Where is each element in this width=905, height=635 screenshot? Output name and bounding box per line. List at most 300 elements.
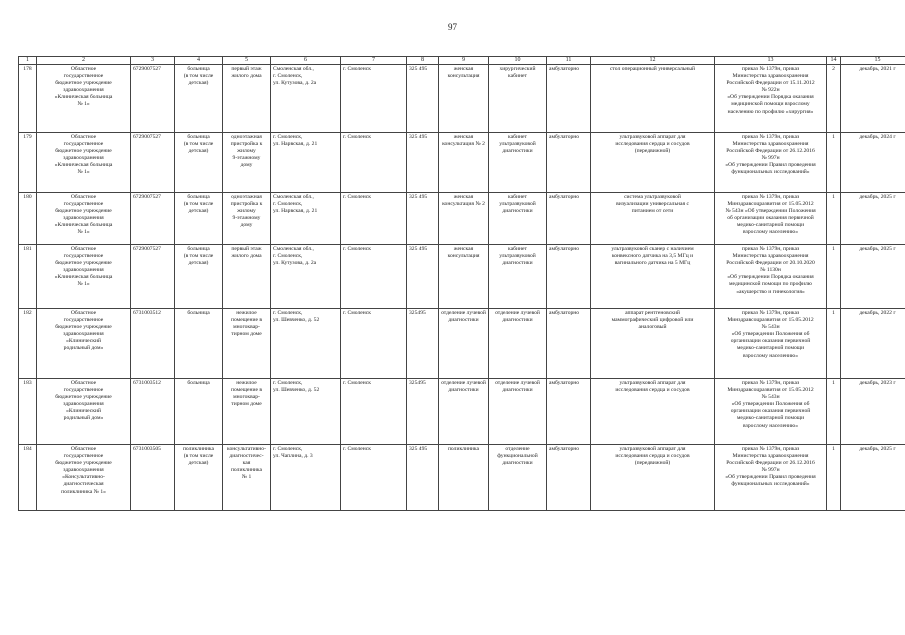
care-conditions-cell: амбулаторно — [547, 309, 591, 379]
room-line: диагностики — [502, 260, 533, 267]
regulation-line: Российской Федерации от 20.10.2020 — [726, 260, 815, 267]
column-number: 13 — [715, 57, 827, 65]
department-line: диагностики — [448, 317, 479, 324]
address-line: ул. Шевченко, д. 52 — [273, 317, 320, 324]
regulation-line: Минздравсоцразвития от 15.05.2012 — [727, 317, 814, 324]
organization-name-line: Областное — [70, 310, 97, 316]
city-cell: г. Смоленск — [341, 193, 407, 245]
regulation-line: Российской Федерации от 26.12.2016 — [726, 460, 815, 467]
building-type-line: кая — [242, 460, 251, 467]
regulation-line: «Об утверждении Порядка оказания — [727, 274, 814, 281]
regulation-line: взрослому населению» — [742, 422, 799, 429]
regulation-line: «Об утверждении Положения об — [731, 331, 810, 338]
department-line: консультация № 2 — [442, 201, 485, 208]
building-type-line: многоквар- — [233, 324, 260, 331]
facility-type-line: больница — [187, 66, 210, 72]
table-row — [19, 379, 905, 445]
building-type-cell — [223, 379, 271, 445]
table-row — [19, 245, 905, 309]
organization-name-line: «Клиническая больница — [54, 274, 113, 281]
facility-type-line: (в том числе — [183, 73, 214, 80]
building-type-line: жилому — [237, 148, 256, 155]
department-cell — [439, 245, 489, 309]
regulation-cell — [715, 133, 827, 193]
regulation-line: Российской Федерации от 15.11.2012 — [726, 80, 815, 87]
equipment-line: ультразвуковой сканер с наличием — [611, 246, 694, 252]
organization-name-line: государственное — [63, 73, 104, 80]
organization-name-line: государственное — [63, 387, 104, 394]
organization-name-line: Областное — [70, 194, 97, 200]
equipment-cell — [591, 245, 715, 309]
room-line: функциональной — [497, 453, 538, 460]
care-conditions-cell: амбулаторно — [547, 65, 591, 133]
organization-name-cell — [37, 65, 131, 133]
building-type-line: помещение в — [230, 317, 262, 324]
facility-type-cell — [175, 133, 223, 193]
facility-type-cell — [175, 309, 223, 379]
equipment-cell — [591, 379, 715, 445]
department-cell — [439, 445, 489, 511]
regulation-cell — [715, 193, 827, 245]
room-cell — [489, 65, 547, 133]
organization-name-line: № 1» — [77, 101, 90, 108]
regulation-line: № 543н — [761, 324, 780, 331]
regulation-line: Российской Федерации от 26.12.2016 — [726, 148, 815, 155]
equipment-line: аппарат рентгеновский — [625, 310, 680, 316]
room-cell — [489, 245, 547, 309]
facility-type-line: (в том числе — [183, 141, 214, 148]
address-line: ул. Шевченко, д. 52 — [273, 387, 320, 394]
organization-name-line: «Консультативно- — [62, 474, 105, 481]
column-number: 11 — [547, 57, 591, 65]
organization-name-line: Областное — [70, 66, 97, 72]
organization-name-line: бюджетное учреждение — [55, 460, 112, 467]
inn-code-cell: 6731003512 — [131, 379, 175, 445]
column-number: 5 — [223, 57, 271, 65]
organization-name-line: здравоохранения — [63, 331, 104, 338]
care-conditions-cell: амбулаторно — [547, 193, 591, 245]
building-type-cell — [223, 245, 271, 309]
facility-type-cell — [175, 65, 223, 133]
building-type-line: консультативно- — [227, 446, 266, 452]
address-line: ул. Кутузова, д. 2а — [273, 260, 317, 267]
city-cell: г. Смоленск — [341, 65, 407, 133]
organization-name-cell — [37, 309, 131, 379]
address-line: г. Смоленск, — [273, 253, 303, 260]
address-line: ул. Кутузова, д. 2а — [273, 80, 317, 87]
organization-name-line: родильный дом» — [63, 415, 104, 422]
postal-code-cell: 325 495 — [407, 193, 439, 245]
regulation-line: № 997н — [761, 467, 780, 474]
building-type-line: дому — [240, 162, 253, 169]
organization-name-line: № 1» — [77, 169, 90, 176]
room-line: кабинет — [508, 194, 527, 200]
postal-code-cell: 325 495 — [407, 133, 439, 193]
building-type-line: первый этаж — [231, 66, 262, 72]
address-cell — [271, 445, 341, 511]
postal-code-cell: 325 495 — [407, 65, 439, 133]
regulation-line: Минздравсоцразвития от 15.05.2012 — [727, 201, 814, 208]
address-cell — [271, 245, 341, 309]
column-number: 12 — [591, 57, 715, 65]
regulation-line: № 1130н — [760, 267, 781, 274]
organization-name-line: здравоохранения — [63, 215, 104, 222]
room-line: отделение лучевой — [495, 310, 540, 316]
regulation-line: «Об утверждении Правил проведения — [725, 474, 816, 481]
facility-type-line: детская) — [188, 148, 209, 155]
building-type-line: первый этаж — [231, 246, 262, 252]
equipment-line: ультразвуковой аппарат для — [619, 446, 686, 452]
table-row — [19, 193, 905, 245]
room-line: диагностики — [502, 317, 533, 324]
facility-type-line: поликлиника — [182, 446, 215, 452]
facility-type-line: (в том числе — [183, 453, 214, 460]
organization-name-line: государственное — [63, 317, 104, 324]
regulation-line: № 543н «Об утверждении Положения — [725, 208, 816, 215]
table-row — [19, 445, 905, 511]
facility-type-cell — [175, 379, 223, 445]
building-type-cell — [223, 445, 271, 511]
regulation-cell — [715, 245, 827, 309]
address-cell — [271, 379, 341, 445]
building-type-cell — [223, 309, 271, 379]
equipment-line: визуализации универсальная с — [616, 201, 689, 208]
organization-name-cell — [37, 193, 131, 245]
regulation-line: «Об утверждении Правил проведения — [725, 162, 816, 169]
building-type-line: 9-этажному — [232, 215, 261, 222]
equipment-line: маммографический цифровой или — [611, 317, 694, 324]
room-line: кабинет — [508, 246, 527, 252]
organization-name-line: «Клиническая больница — [54, 94, 113, 101]
equipment-line: вагинального датчика на 5 МГц — [614, 260, 691, 267]
column-number: 14 — [827, 57, 841, 65]
room-line: кабинет — [508, 134, 527, 140]
regulation-line: медицинской помощи взрослому — [731, 101, 810, 108]
organization-name-cell — [37, 445, 131, 511]
address-line: ул. Нарвская, д. 21 — [273, 141, 318, 148]
care-conditions-cell: амбулаторно — [547, 445, 591, 511]
address-line: г. Смоленск, — [273, 134, 303, 140]
department-cell — [439, 309, 489, 379]
organization-name-line: государственное — [63, 253, 104, 260]
room-cell — [489, 133, 547, 193]
building-type-cell — [223, 193, 271, 245]
organization-name-line: Областное — [70, 134, 97, 140]
regulation-line: Минздравсоцразвития от 15.05.2012 — [727, 387, 814, 394]
equipment-line: система ультразвуковой — [624, 194, 681, 200]
regulation-line: Министерства здравоохранения — [732, 73, 809, 80]
building-type-line: пристройка к — [230, 201, 263, 208]
organization-name-line: здравоохранения — [63, 87, 104, 94]
room-line: диагностики — [502, 387, 533, 394]
room-line: кабинет — [508, 73, 527, 80]
department-line: женская — [453, 66, 474, 72]
organization-name-cell — [37, 245, 131, 309]
postal-code-cell: 325 495 — [407, 445, 439, 511]
equipment-line: исследования сердца и сосудов — [615, 141, 690, 148]
regulation-line: приказ № 1379н, приказ — [741, 66, 800, 72]
facility-type-line: больница — [187, 310, 210, 316]
building-type-line: одноэтажная — [231, 194, 262, 200]
organization-name-line: здравоохранения — [63, 467, 104, 474]
address-cell — [271, 193, 341, 245]
organization-name-line: бюджетное учреждение — [55, 324, 112, 331]
facility-type-line: больница — [187, 134, 210, 140]
care-conditions-cell: амбулаторно — [547, 245, 591, 309]
column-number: 1 — [19, 57, 37, 65]
equipment-line: аналоговый — [638, 324, 667, 331]
row-number-cell: 184 — [19, 445, 37, 511]
building-type-line: жилого дома — [231, 73, 262, 80]
organization-name-line: «Клинический — [66, 408, 101, 415]
page-number: 97 — [448, 22, 457, 32]
equipment-cell — [591, 193, 715, 245]
regulation-line: № 543н — [761, 394, 780, 401]
regulation-line: «Об утверждении Положения об — [731, 401, 810, 408]
regulation-line: организации оказания первичной — [730, 408, 811, 415]
organization-name-line: «Клиническая больница — [54, 222, 113, 229]
facility-type-line: больница — [187, 194, 210, 200]
equipment-cell — [591, 309, 715, 379]
address-line: г. Смоленск, — [273, 446, 303, 452]
department-line: женская — [453, 134, 474, 140]
regulation-line: приказ № 1379н, приказ — [741, 446, 800, 452]
quantity-cell: 1 — [827, 133, 841, 193]
building-type-line: диагностичес- — [229, 453, 264, 460]
inn-code-cell: 6731003505 — [131, 445, 175, 511]
regulation-line: медико-санитарной помощи — [736, 345, 805, 352]
organization-name-line: «Клиническая больница — [54, 162, 113, 169]
regulation-line: № 922н — [761, 87, 780, 94]
organization-name-line: бюджетное учреждение — [55, 80, 112, 87]
address-line: г. Смоленск, — [273, 201, 303, 208]
organization-name-line: здравоохранения — [63, 267, 104, 274]
department-line: отделение лучевой — [441, 310, 486, 316]
organization-name-cell — [37, 379, 131, 445]
equipment-line: исследования сердца и сосудов — [615, 453, 690, 460]
building-type-line: нежилое — [236, 380, 257, 386]
postal-code-cell: 325495 — [407, 309, 439, 379]
facility-type-cell — [175, 445, 223, 511]
building-type-line: жилого дома — [231, 253, 262, 260]
organization-name-line: государственное — [63, 201, 104, 208]
room-cell — [489, 193, 547, 245]
facility-type-cell — [175, 245, 223, 309]
regulation-line: об организации оказания первичной — [727, 215, 814, 222]
regulation-cell — [715, 309, 827, 379]
regulation-line: медико-санитарной помощи — [736, 415, 805, 422]
deadline-cell: декабрь, 2025 г — [841, 445, 905, 511]
organization-name-line: № 1» — [77, 281, 90, 288]
room-cell — [489, 445, 547, 511]
address-line: Смоленская обл., — [273, 194, 314, 200]
organization-name-line: Областное — [70, 246, 97, 252]
inn-code-cell: 6729007527 — [131, 193, 175, 245]
organization-name-line: здравоохранения — [63, 155, 104, 162]
regulation-cell — [715, 445, 827, 511]
address-cell — [271, 133, 341, 193]
equipment-line: конвексного датчика на 3,5 МГц и — [611, 253, 694, 260]
facility-type-line: детская) — [188, 208, 209, 215]
inn-code-cell: 6729007527 — [131, 133, 175, 193]
department-line: женская — [453, 246, 474, 252]
regulation-line: приказ № 1379н, приказ — [741, 310, 800, 316]
equipment-line: питанием от сети — [631, 208, 674, 215]
regulation-line: Министерства здравоохранения — [732, 253, 809, 260]
column-number: 9 — [439, 57, 489, 65]
deadline-cell: декабрь, 2025 г — [841, 245, 905, 309]
organization-name-line: бюджетное учреждение — [55, 208, 112, 215]
department-cell — [439, 193, 489, 245]
building-type-line: одноэтажная — [231, 134, 262, 140]
deadline-cell: декабрь, 2022 г — [841, 309, 905, 379]
table-row — [19, 65, 905, 133]
regulation-cell — [715, 379, 827, 445]
facility-type-cell — [175, 193, 223, 245]
organization-name-cell — [37, 133, 131, 193]
address-line: ул. Нарвская, д. 21 — [273, 208, 318, 215]
facility-type-line: детская) — [188, 80, 209, 87]
building-type-line: пристройка к — [230, 141, 263, 148]
facility-type-line: детская) — [188, 260, 209, 267]
room-line: диагностики — [502, 208, 533, 215]
regulation-line: организации оказания первичной — [730, 338, 811, 345]
room-line: ультразвуковой — [499, 141, 536, 148]
address-cell — [271, 65, 341, 133]
facility-type-line: детская) — [188, 460, 209, 467]
equipment-line: стол операционный универсальный — [609, 66, 696, 72]
building-type-line: дому — [240, 222, 253, 229]
regulation-line: функциональных исследований» — [731, 169, 810, 176]
regulation-line: «Об утверждении Порядка оказания — [727, 94, 814, 101]
address-line: г. Смоленск, — [273, 310, 303, 316]
table-row — [19, 309, 905, 379]
regulation-line: медико-санитарной помощи — [736, 222, 805, 229]
regulation-line: функциональных исследований» — [731, 481, 810, 488]
city-cell: г. Смоленск — [341, 133, 407, 193]
room-line: диагностики — [502, 460, 533, 467]
organization-name-line: № 1» — [77, 229, 90, 236]
address-line: г. Смоленск, — [273, 73, 303, 80]
room-line: отделение лучевой — [495, 380, 540, 386]
building-type-line: жилому — [237, 208, 256, 215]
facility-type-line: (в том числе — [183, 201, 214, 208]
facility-type-line: больница — [187, 246, 210, 252]
organization-name-line: родильный дом» — [63, 345, 104, 352]
column-number: 3 — [131, 57, 175, 65]
quantity-cell: 1 — [827, 379, 841, 445]
organization-name-line: «Клинический — [66, 338, 101, 345]
organization-name-line: бюджетное учреждение — [55, 148, 112, 155]
department-line: женская — [453, 194, 474, 200]
department-line: поликлиника — [447, 446, 480, 452]
deadline-cell: декабрь, 2023 г — [841, 379, 905, 445]
building-type-line: многоквар- — [233, 394, 260, 401]
city-cell: г. Смоленск — [341, 309, 407, 379]
column-number: 6 — [271, 57, 341, 65]
department-line: диагностики — [448, 387, 479, 394]
regulation-line: населению по профилю «хирургия» — [727, 108, 814, 115]
care-conditions-cell: амбулаторно — [547, 133, 591, 193]
column-number: 7 — [341, 57, 407, 65]
table-row — [19, 133, 905, 193]
registry-table — [18, 56, 905, 511]
deadline-cell: декабрь, 2024 г — [841, 133, 905, 193]
postal-code-cell: 325495 — [407, 379, 439, 445]
regulation-line: Министерства здравоохранения — [732, 453, 809, 460]
room-line: ультразвуковой — [499, 253, 536, 260]
regulation-line: «акушерство и гинекология» — [736, 288, 805, 295]
deadline-cell: декабрь, 2021 г — [841, 65, 905, 133]
address-line: ул. Чаплина, д. 3 — [273, 453, 313, 460]
equipment-line: (передвижной) — [634, 460, 671, 467]
building-type-line: № 1 — [241, 474, 252, 481]
department-line: консультация — [447, 253, 480, 260]
organization-name-line: Областное — [70, 380, 97, 386]
inn-code-cell: 6729007527 — [131, 65, 175, 133]
room-line: диагностики — [502, 148, 533, 155]
regulation-line: Министерства здравоохранения — [732, 141, 809, 148]
building-type-line: тирном доме — [231, 401, 262, 408]
building-type-cell — [223, 133, 271, 193]
organization-name-line: поликлиника № 1» — [61, 488, 106, 495]
organization-name-line: здравоохранения — [63, 401, 104, 408]
building-type-line: тирном доме — [231, 331, 262, 338]
regulation-line: приказ № 1379н, приказ — [741, 194, 800, 200]
quantity-cell: 1 — [827, 245, 841, 309]
equipment-line: исследования сердца и сосудов — [615, 387, 690, 394]
department-cell — [439, 379, 489, 445]
city-cell: г. Смоленск — [341, 379, 407, 445]
building-type-line: помещение в — [230, 387, 262, 394]
city-cell: г. Смоленск — [341, 245, 407, 309]
room-cell — [489, 379, 547, 445]
department-line: консультация № 2 — [442, 141, 485, 148]
facility-type-line: больница — [187, 380, 210, 386]
building-type-line: 9-этажному — [232, 155, 261, 162]
organization-name-line: государственное — [63, 141, 104, 148]
department-line: консультация — [447, 73, 480, 80]
regulation-line: приказ № 1379н, приказ — [741, 134, 800, 140]
department-line: отделение лучевой — [441, 380, 486, 386]
room-line: хирургический — [499, 66, 536, 72]
quantity-cell: 1 — [827, 193, 841, 245]
quantity-cell: 1 — [827, 445, 841, 511]
equipment-cell — [591, 133, 715, 193]
regulation-line: приказ № 1379н, приказ — [741, 246, 800, 252]
address-line: Смоленская обл., — [273, 66, 314, 72]
inn-code-cell: 6729007527 — [131, 245, 175, 309]
row-number-cell: 180 — [19, 193, 37, 245]
row-number-cell: 181 — [19, 245, 37, 309]
quantity-cell: 2 — [827, 65, 841, 133]
regulation-cell — [715, 65, 827, 133]
row-number-cell: 178 — [19, 65, 37, 133]
regulation-line: взрослому населению» — [742, 352, 799, 359]
organization-name-line: Областное — [70, 446, 97, 452]
column-number: 4 — [175, 57, 223, 65]
room-line: ультразвуковой — [499, 201, 536, 208]
care-conditions-cell: амбулаторно — [547, 379, 591, 445]
regulation-line: приказ № 1379н, приказ — [741, 380, 800, 386]
room-cell — [489, 309, 547, 379]
facility-type-line: (в том числе — [183, 253, 214, 260]
quantity-cell: 1 — [827, 309, 841, 379]
regulation-line: № 997н — [761, 155, 780, 162]
row-number-cell: 183 — [19, 379, 37, 445]
address-line: г. Смоленск, — [273, 380, 303, 386]
building-type-line: поликлиника — [230, 467, 263, 474]
